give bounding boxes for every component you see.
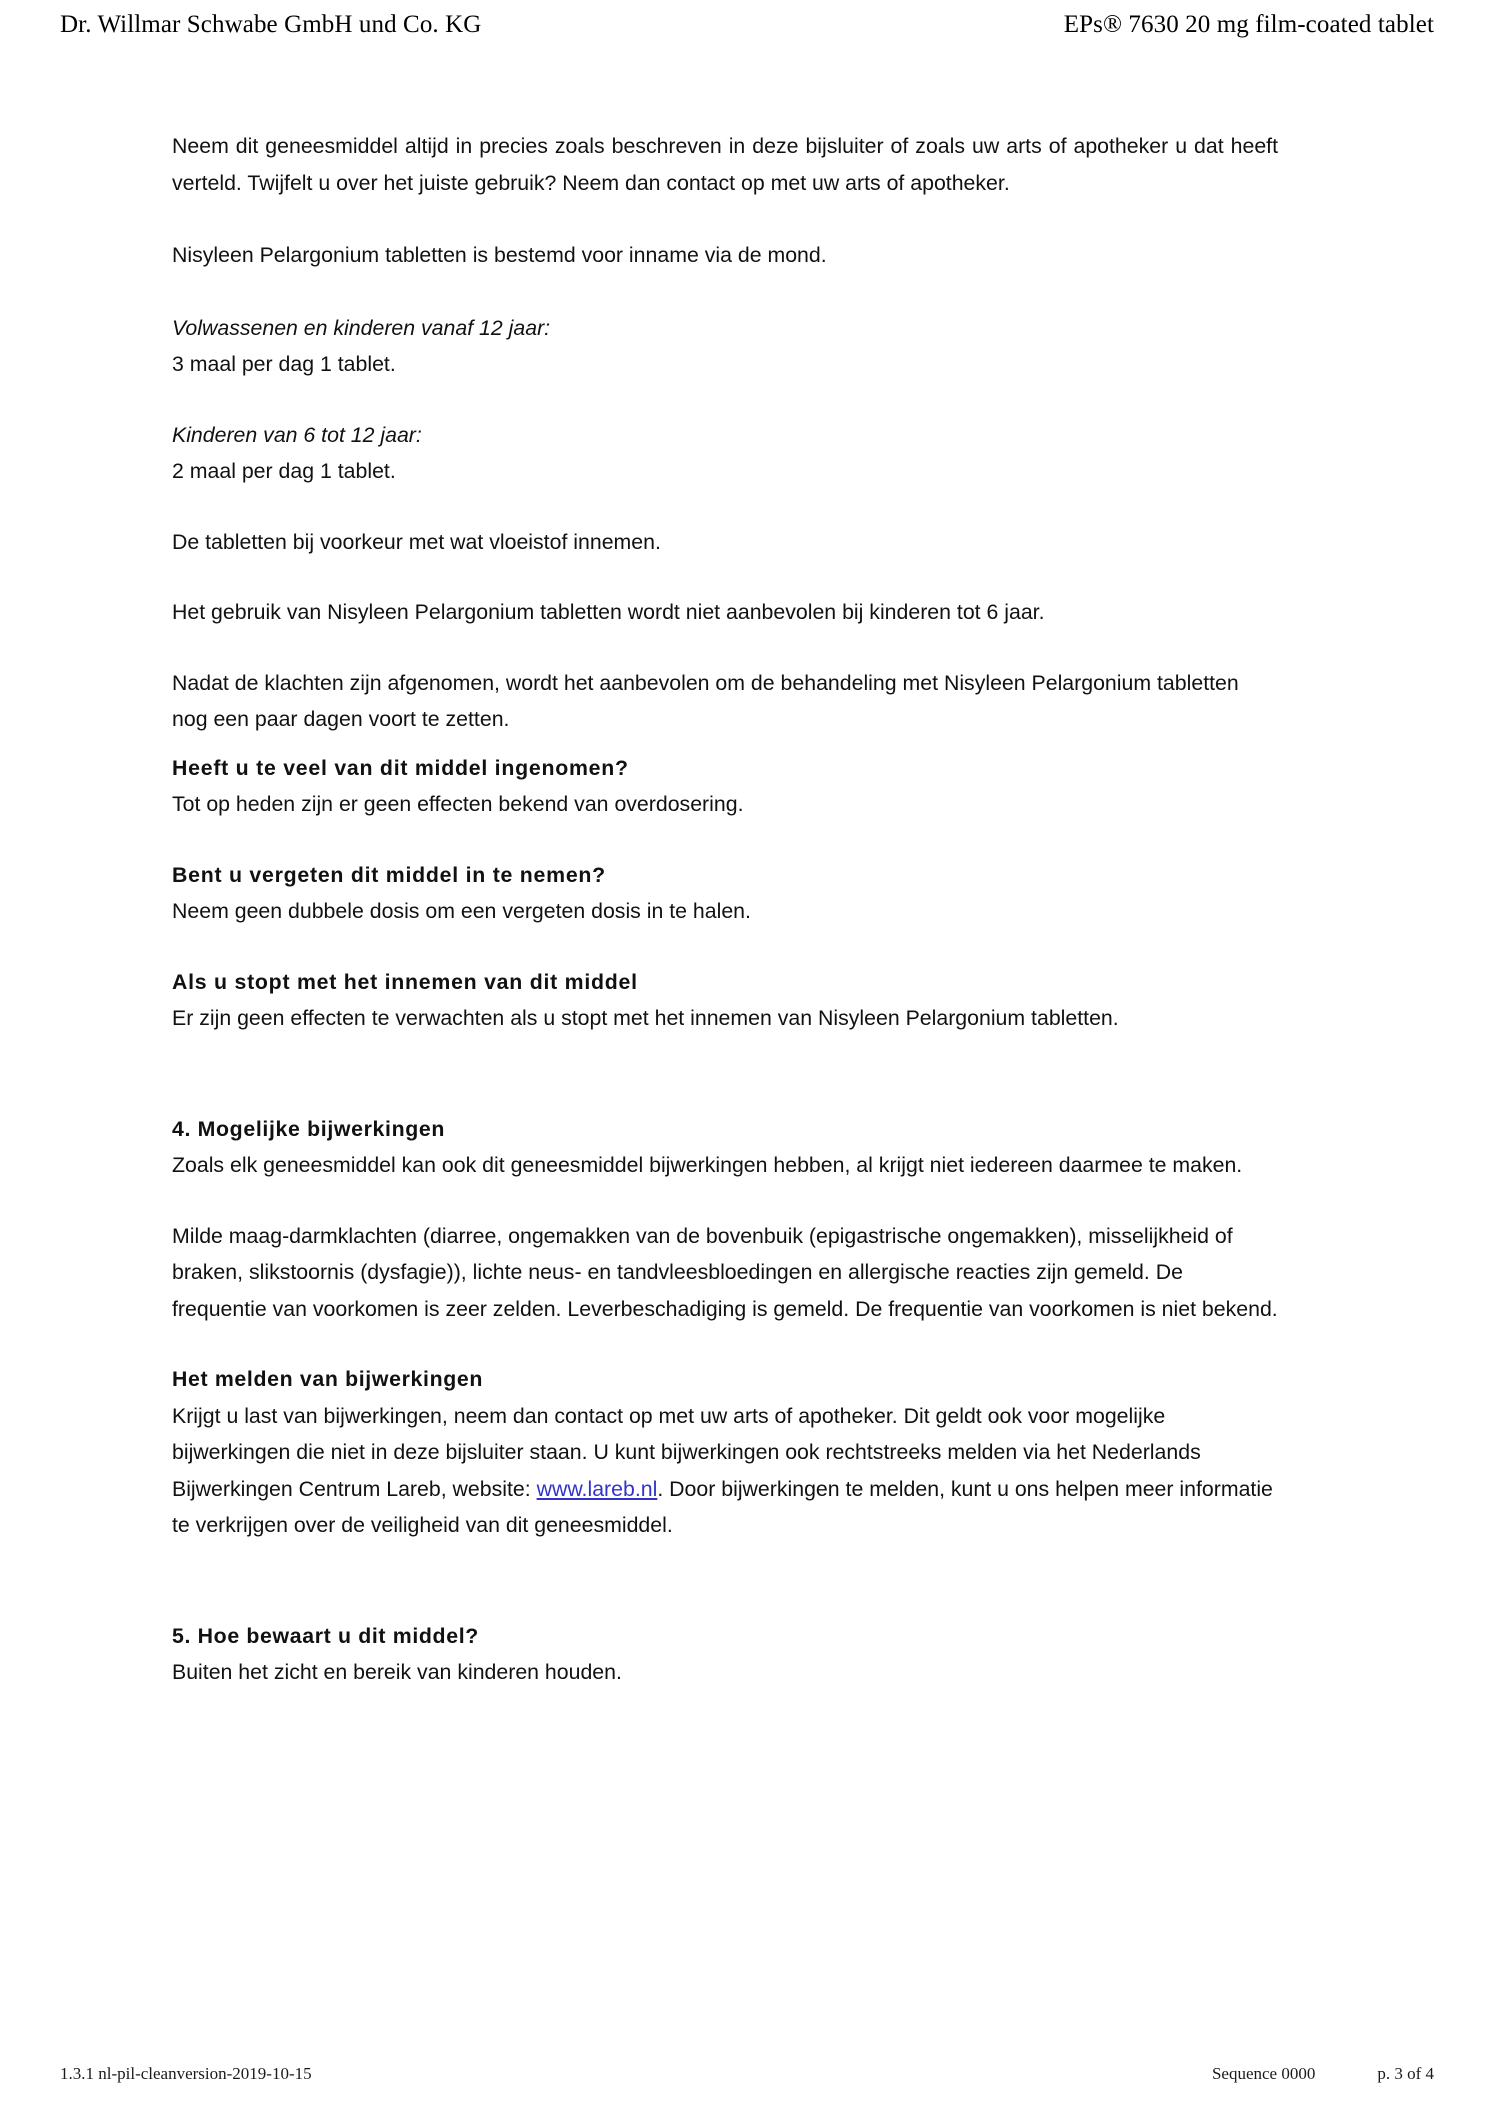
footer-right-group — [1212, 2064, 1434, 2084]
footer-document-id: 1.3.1 nl-pil-cleanversion-2019-10-15 — [60, 2064, 312, 2083]
spacer — [172, 738, 1278, 750]
intro-paragraph: Neem dit geneesmiddel altijd in precies zoals beschreven in deze bijsluiter of zoals uw arts of apotheker u dat heeft verteld. Twijfelt u over het juiste gebruik? Neem dan contact op met uw arts of apotheker. — [172, 134, 1278, 195]
document-footer — [60, 2064, 1434, 2084]
spacer — [172, 1037, 1278, 1111]
spacer — [172, 201, 1278, 237]
spacer — [172, 631, 1278, 665]
spacer — [172, 274, 1278, 310]
missed-dose-text: Neem geen dubbele dosis om een vergeten dosis in te halen. — [172, 899, 751, 923]
document-body — [172, 128, 1278, 1691]
section-5-heading: 5. Hoe bewaart u dit middel? — [172, 1623, 479, 1648]
reporting-paragraph — [172, 1398, 1278, 1544]
footer-sequence: Sequence 0000 — [1211, 2064, 1316, 2083]
document-header — [0, 0, 1494, 58]
stop-treatment-heading: Als u stopt met het innemen van dit middel — [172, 969, 638, 994]
footer-page-number: p. 3 of 4 — [1377, 2064, 1434, 2083]
spacer — [172, 1327, 1278, 1361]
missed-dose-heading: Bent u vergeten dit middel in te nemen? — [172, 862, 606, 887]
under-six-paragraph: Het gebruik van Nisyleen Pelargonium tabletten wordt niet aanbevolen bij kinderen tot 6 jaar. — [172, 600, 1045, 624]
spacer — [172, 1184, 1278, 1218]
spacer — [172, 560, 1278, 594]
route-of-administration-paragraph: Nisyleen Pelargonium tabletten is bestemd voor inname via de mond. — [172, 243, 827, 267]
dosage-children-text: 2 maal per dag 1 tablet. — [172, 459, 396, 483]
spacer — [172, 930, 1278, 964]
liquid-intake-paragraph: De tabletten bij voorkeur met wat vloeistof innemen. — [172, 529, 661, 554]
stop-treatment-text: Er zijn geen effecten te verwachten als u stopt met het innemen van Nisyleen Pelargonium tabletten. — [172, 1006, 1119, 1030]
reporting-heading: Het melden van bijwerkingen — [172, 1367, 484, 1391]
spacer — [172, 823, 1278, 857]
header-company-name: Dr. Willmar Schwabe GmbH und Co. KG — [60, 11, 482, 38]
overdose-heading: Heeft u te veel van dit middel ingenomen? — [172, 755, 629, 780]
dosage-children-heading: Kinderen van 6 tot 12 jaar: — [172, 422, 422, 447]
spacer — [172, 490, 1278, 524]
section-4-side-effects: Milde maag-darmklachten (diarree, ongemakken van de bovenbuik (epigastrische ongemakken), misselijkheid of braken, slikstoornis (dysfagie)), lichte neus- en tandvleesbloedingen en allergische reacties zijn gemeld. De frequentie van voorkomen is zeer zelden. Leverbeschadiging is gemeld. De frequentie van voorkomen is niet bekend. — [172, 1223, 1278, 1321]
section-4-heading: 4. Mogelijke bijwerkingen — [172, 1116, 446, 1141]
dosage-adults-heading: Volwassenen en kinderen vanaf 12 jaar: — [172, 315, 551, 340]
header-product-name: EPs® 7630 20 mg film-coated tablet — [1063, 11, 1434, 38]
spacer — [172, 383, 1278, 417]
overdose-text: Tot op heden zijn er geen effecten bekend van overdosering. — [172, 792, 744, 816]
lareb-website-link[interactable]: www.lareb.nl — [536, 1476, 658, 1501]
spacer — [172, 1544, 1278, 1618]
section-5-text: Buiten het zicht en bereik van kinderen houden. — [172, 1660, 622, 1684]
reporting-text-after-link: . Door bijwerkingen te melden, kunt u ons helpen meer informatie te verkrijgen over de veiligheid van dit geneesmiddel. — [172, 1476, 1273, 1537]
section-4-intro: Zoals elk geneesmiddel kan ook dit geneesmiddel bijwerkingen hebben, al krijgt niet iedereen daarmee te maken. — [172, 1153, 1243, 1177]
reporting-text-before-link: Krijgt u last van bijwerkingen, neem dan contact op met uw arts of apotheker. Dit geldt ook voor mogelijke bijwerkingen die niet in deze bijsluiter staan. U kunt bijwerkingen ook rechtstreeks melden via het Nederlands Bijwerkingen Centrum Lareb, website: — [172, 1403, 1201, 1501]
continuation-paragraph: Nadat de klachten zijn afgenomen, wordt het aanbevolen om de behandeling met Nisyleen Pelargonium tabletten nog een paar dagen voort te zetten. — [172, 670, 1239, 731]
dosage-adults-text: 3 maal per dag 1 tablet. — [172, 352, 396, 376]
